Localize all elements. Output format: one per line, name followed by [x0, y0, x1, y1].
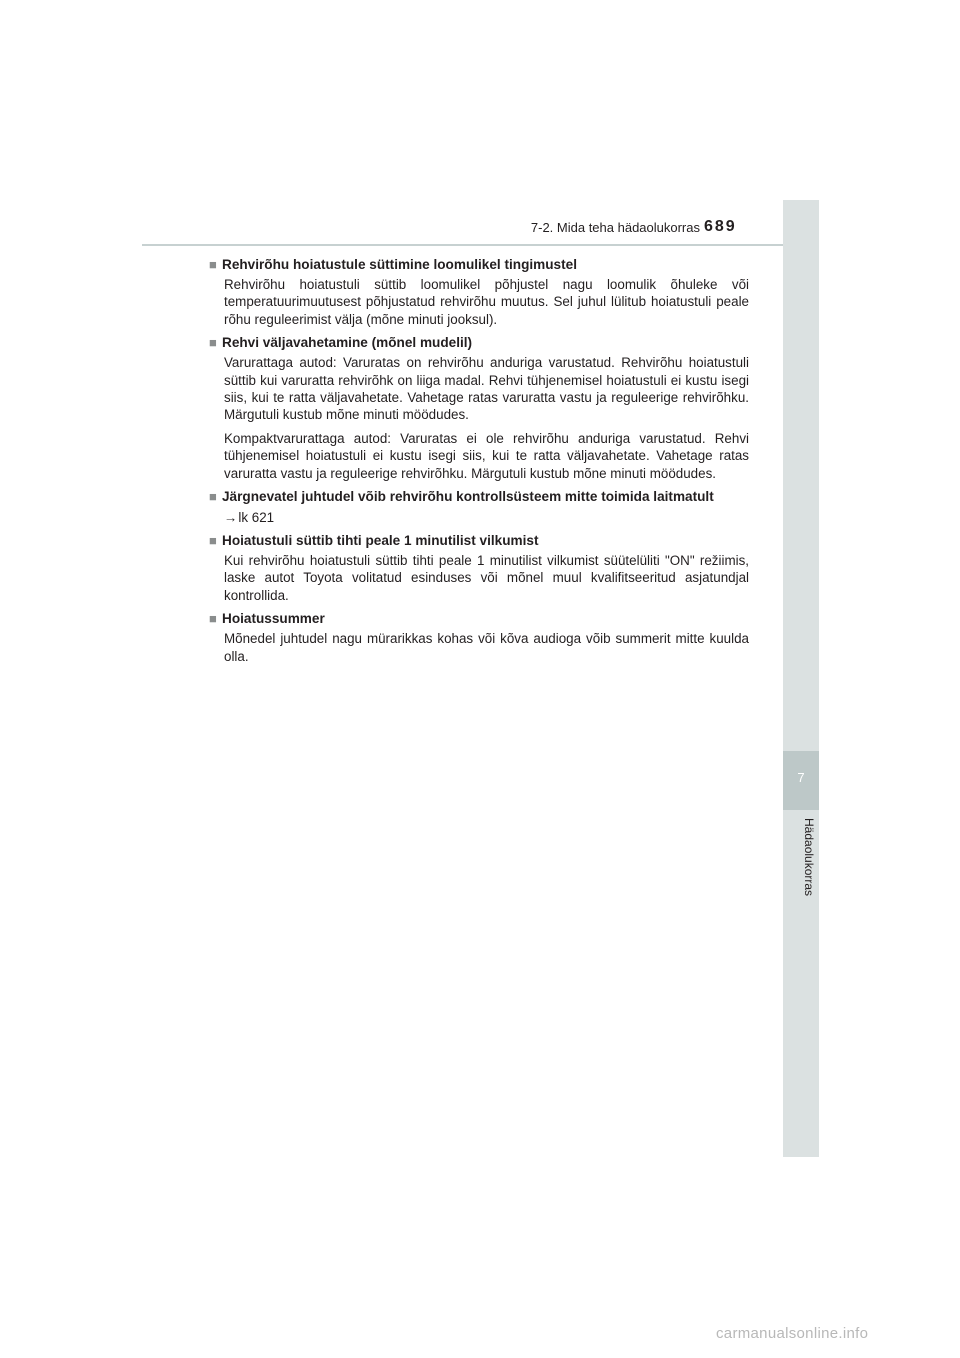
heading-text: Hoiatussummer — [222, 611, 325, 627]
section-tire-replacement — [209, 334, 749, 482]
section-heading — [209, 610, 749, 627]
section-title: 7-2. Mida teha hädaolukorras — [530, 220, 700, 235]
section-heading — [209, 256, 749, 273]
arrow-right-icon: → — [224, 510, 238, 526]
header-divider — [142, 244, 818, 246]
section-system-limitations — [209, 488, 749, 526]
square-bullet-icon: ■ — [209, 335, 217, 351]
page-reference[interactable] — [224, 509, 749, 526]
heading-text: Rehvi väljavahetamine (mõnel mudelil) — [222, 335, 473, 351]
page-number: 689 — [704, 218, 737, 235]
section-warning-buzzer — [209, 610, 749, 665]
paragraph: Varurattaga autod: Varuratas on rehvirõhu anduriga varustatud. Rehvirõhu hoiatustuli süttib kui varuratta rehvirõhk on liiga madal. Rehvi tühjenemisel hoiatustuli ei kustu isegi siis, kui te ratta väljavahetate. Vahetage ratas varuratta vastu ja reguleerige rehvirõhku. Märgutuli kustub mõne minuti möödudes. — [224, 355, 749, 423]
section-heading — [209, 334, 749, 351]
square-bullet-icon: ■ — [209, 489, 217, 505]
section-tire-warning-natural — [209, 256, 749, 328]
square-bullet-icon: ■ — [209, 257, 217, 272]
heading-text: Hoiatustuli süttib tihti peale 1 minutilist vilkumist — [222, 533, 539, 549]
chapter-label: Hädaolukorras — [802, 818, 816, 897]
chapter-number: 7 — [797, 770, 805, 785]
paragraph: Mõnedel juhtudel nagu mürarikkas kohas või kõva audioga võib summerit mitte kuulda olla. — [224, 631, 749, 664]
square-bullet-icon: ■ — [209, 611, 217, 627]
paragraph: Rehvirõhu hoiatustuli süttib loomulikel põhjustel nagu loomulik õhuleke või temperatuurimuutusest põhjustatud rehvirõhu muutus. Sel juhul lülitub hoiatustuli peale rõhu reguleerimist välja (mõne minuti jooksul). — [224, 277, 749, 327]
heading-text: Järgnevatel juhtudel võib rehvirõhu kontrollsüsteem mitte toimida laitmatult — [222, 489, 714, 505]
section-heading — [209, 532, 749, 549]
paragraph: Kompaktvarurattaga autod: Varuratas ei ole rehvirõhu anduriga varustatud. Rehvi tühjenemisel hoiatustuli ei kustu isegi siis, kui te ratta väljavahetate. Vahetage ratas varuratta vastu ja reguleerige rehvirõhku. Märgutuli kustub mõne minuti möödudes. — [224, 430, 749, 481]
main-content — [209, 256, 749, 671]
heading-text: Rehvirõhu hoiatustule süttimine loomulikel tingimustel — [222, 257, 577, 272]
watermark: carmanualsonline.info — [716, 1325, 869, 1342]
section-heading — [209, 488, 749, 505]
page-reference-text[interactable]: lk 621 — [238, 510, 275, 526]
paragraph: Kui rehvirõhu hoiatustuli süttib tihti peale 1 minutilist vilkumist süütelüliti "ON" režiimis, laske autot Toyota volitatud esinduses või mõnel muul kvalifitseeritud asjatundjal kontrollida. — [224, 553, 749, 603]
chapter-side-tab — [783, 200, 819, 1157]
square-bullet-icon: ■ — [209, 533, 217, 549]
section-warning-light-after-blinking — [209, 532, 749, 604]
